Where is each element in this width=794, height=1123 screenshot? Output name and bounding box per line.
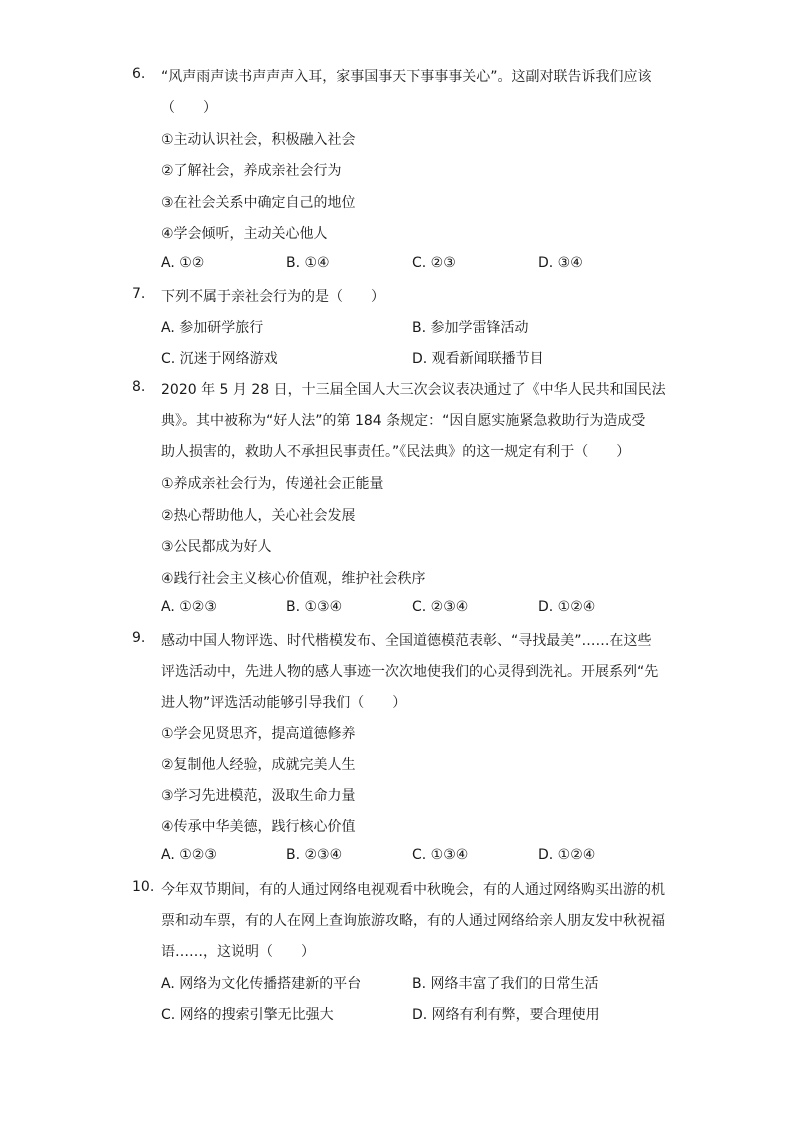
option-d: D. ①②④ (538, 847, 596, 863)
statement-4: ④践行社会主义核心价值观，维护社会秩序 (161, 571, 426, 587)
question-stem-line-1: 今年双节期间，有的人通过网络电视观看中秋晚会，有的人通过网络购买出游的机 (161, 882, 665, 898)
option-a: A. 网络为文化传播搭建新的平台 (161, 976, 362, 992)
question-number: 7. (132, 286, 146, 302)
statement-2: ②了解社会，养成亲社会行为 (161, 163, 342, 179)
statement-4: ④学会倾听，主动关心他人 (161, 226, 328, 242)
question-stem-line-2: 典》。其中被称为“好人法”的第 184 条规定：“因自愿实施紧急救助行为造成受 (161, 413, 646, 429)
option-c: C. ②③ (412, 255, 456, 271)
question-number: 6. (132, 66, 146, 82)
statement-3: ③公民都成为好人 (161, 539, 272, 555)
question-stem: “风声雨声读书声声声入耳，家事国事天下事事事关心”。这副对联告诉我们应该 (161, 69, 652, 85)
question-stem-line-3: 进人物”评选活动能够引导我们（ ） (161, 695, 407, 711)
question-number: 10. (132, 879, 155, 895)
question-stem-line-2: 票和动车票，有的人在网上查询旅游攻略，有的人通过网络给亲人朋友发中秋祝福 (161, 913, 665, 929)
question-stem-continued: （ ） (161, 100, 217, 116)
question-number: 9. (132, 630, 146, 646)
option-b: B. ②③④ (286, 847, 343, 863)
question-stem-line-1: 感动中国人物评选、时代楷模发布、全国道德模范表彰、“寻找最美”……在这些 (161, 633, 652, 649)
statement-3: ③在社会关系中确定自己的地位 (161, 195, 356, 211)
option-a: A. ①②③ (161, 599, 217, 615)
option-b: B. ①④ (286, 255, 330, 271)
option-d: D. 观看新闻联播节目 (412, 351, 544, 367)
question-stem-line-1: 2020 年 5 月 28 日，十三届全国人大三次会议表决通过了《中华人民共和国民法 (161, 382, 666, 398)
option-a: A. 参加研学旅行 (161, 320, 264, 336)
question-stem-line-2: 评选活动中，先进人物的感人事迹一次次地使我们的心灵得到洗礼。开展系列“先 (161, 664, 659, 680)
option-d: D. ①②④ (538, 599, 596, 615)
option-d: D. ③④ (538, 255, 583, 271)
option-c: C. ②③④ (412, 599, 469, 615)
question-number: 8. (132, 379, 146, 395)
question-stem-line-3: 助人损害的，救助人不承担民事责任。”《民法典》的这一规定有利于（ ） (161, 444, 631, 460)
statement-1: ①主动认识社会，积极融入社会 (161, 132, 356, 148)
statement-3: ③学习先进模范，汲取生命力量 (161, 788, 356, 804)
option-c: C. 沉迷于网络游戏 (161, 351, 278, 367)
option-c: C. ①③④ (412, 847, 469, 863)
statement-1: ①学会见贤思齐，提高道德修养 (161, 726, 356, 742)
question-stem: 下列不属于亲社会行为的是（ ） (161, 289, 385, 305)
option-c: C. 网络的搜索引擎无比强大 (161, 1007, 334, 1023)
option-d: D. 网络有利有弊，要合理使用 (412, 1007, 600, 1023)
question-stem-line-3: 语……，这说明（ ） (161, 944, 315, 960)
option-b: B. ①③④ (286, 599, 343, 615)
option-b: B. 网络丰富了我们的日常生活 (412, 976, 599, 992)
option-b: B. 参加学雷锋活动 (412, 320, 529, 336)
statement-2: ②复制他人经验，成就完美人生 (161, 757, 356, 773)
option-a: A. ①② (161, 255, 205, 271)
option-a: A. ①②③ (161, 847, 217, 863)
statement-4: ④传承中华美德，践行核心价值 (161, 819, 356, 835)
statement-2: ②热心帮助他人，关心社会发展 (161, 508, 356, 524)
statement-1: ①养成亲社会行为，传递社会正能量 (161, 476, 384, 492)
